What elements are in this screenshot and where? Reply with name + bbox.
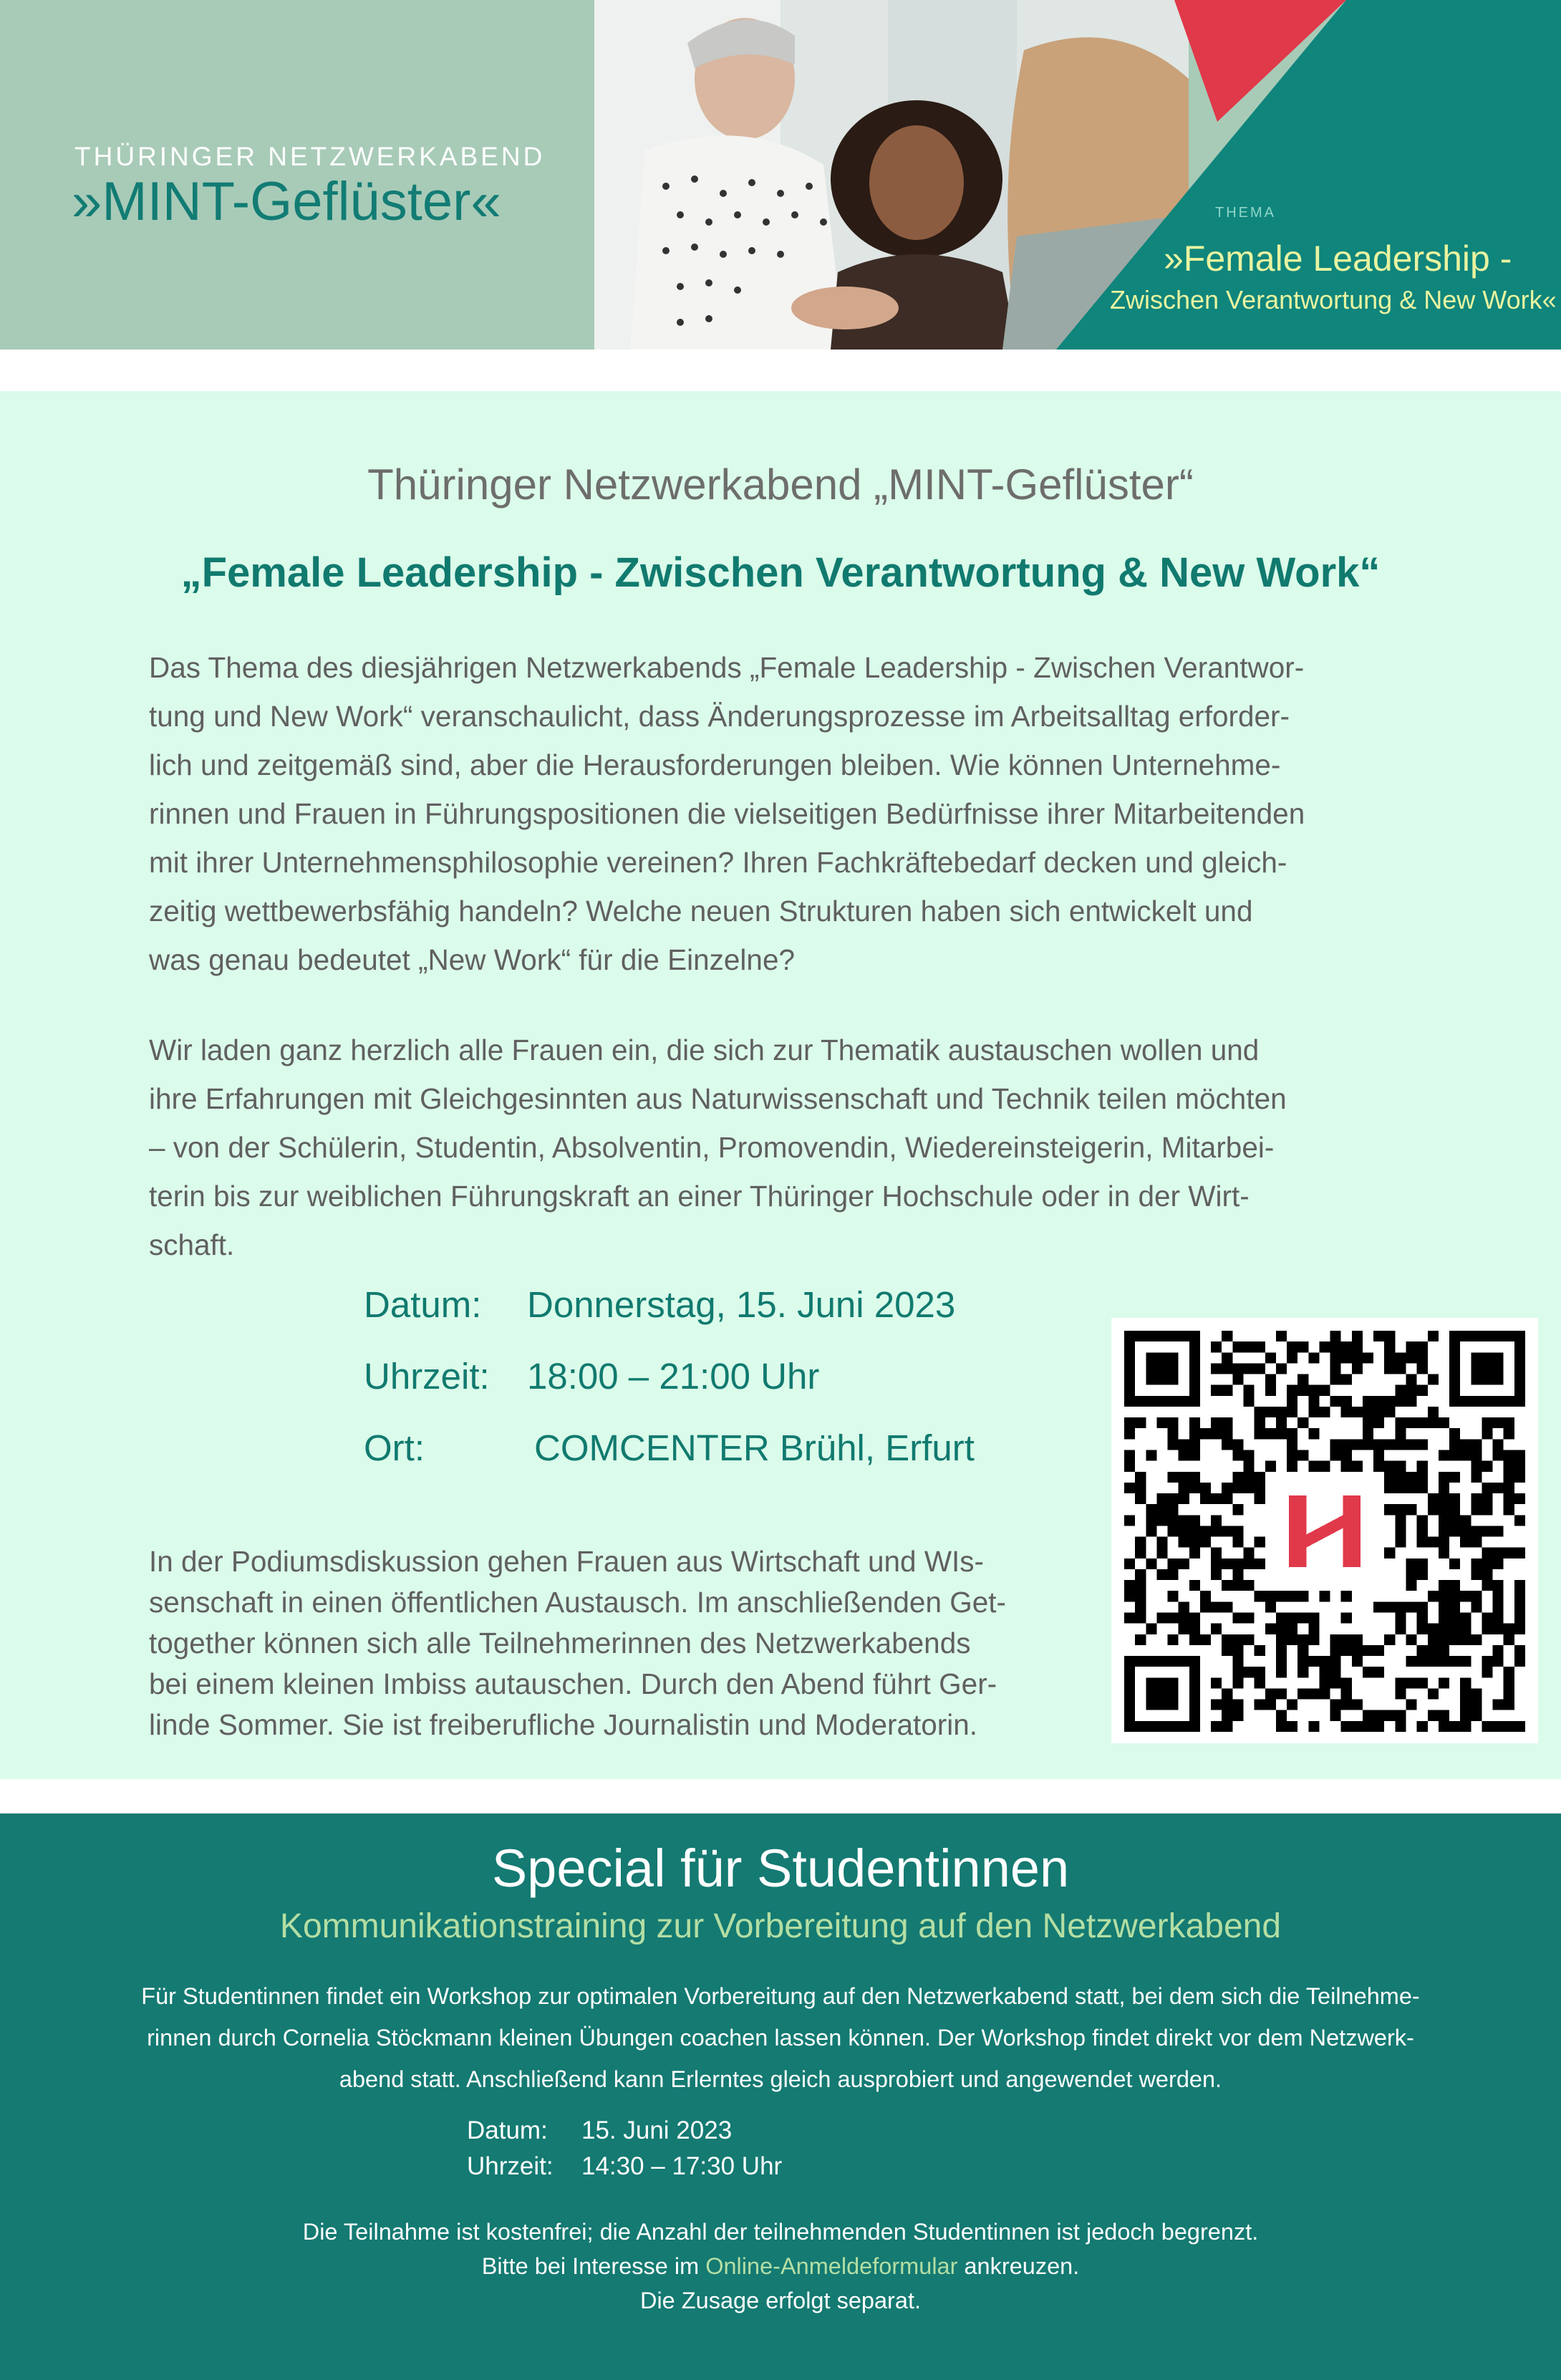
paragraph-line: In der Podiumsdiskussion gehen Frauen aus Wirtschaft und WIs- <box>149 1545 985 1578</box>
workshop-time-value: 14:30 – 17:30 Uhr <box>581 2152 783 2180</box>
special-title: Special für Studentinnen <box>491 1839 1070 1898</box>
paragraph-line: senschaft in einen öffentlichen Austausch. Im anschließenden Get- <box>149 1586 1006 1619</box>
paragraph-line: schaft. <box>149 1228 235 1261</box>
paragraph-line: Das Thema des diesjährigen Netzwerkabends „Female Leadership - Zwischen Verantwor- <box>149 651 1305 684</box>
registration-note-after: ankreuzen. <box>957 2253 1080 2279</box>
invitation-paragraph <box>149 1026 1431 1269</box>
main-content-panel <box>0 391 1561 1779</box>
podium-paragraph <box>149 1541 1080 1745</box>
banner-kicker: THÜRINGER NETZWERKABEND <box>74 142 546 171</box>
event-place-value: COMCENTER Brühl, Erfurt <box>534 1427 975 1468</box>
paragraph-line: ihre Erfahrungen mit Gleichgesinnten aus Naturwissenschaft und Technik teilen möchten <box>149 1082 1287 1115</box>
confirmation-note: Die Zusage erfolgt separat. <box>639 2288 921 2313</box>
event-date-label: Datum: <box>364 1284 482 1325</box>
event-date-row <box>364 1283 956 1326</box>
participation-note: Die Teilnahme ist kostenfrei; die Anzahl der teilnehmenden Studentinnen ist jedoch begrenzt. <box>302 2219 1259 2245</box>
paragraph-line: Für Studentinnen findet ein Workshop zur optimalen Vorbereitung auf den Netzwerkabend statt, bei dem sich die Teilnehme- <box>141 1983 1420 2009</box>
special-subtitle: Kommunikationstraining zur Vorbereitung auf den Netzwerkabend <box>279 1907 1282 1945</box>
paragraph-line: tung und New Work“ veranschaulicht, dass Änderungsprozesse im Arbeitsalltag erforder- <box>149 700 1290 733</box>
special-paragraph <box>29 1975 1532 2100</box>
paragraph-line: bei einem kleinen Imbiss autauschen. Durch den Abend führt Ger- <box>149 1667 997 1700</box>
event-place-label: Ort: <box>364 1427 425 1468</box>
paragraph-line: rinnen und Frauen in Führungspositionen die vielseitigen Bedürfnisse ihrer Mitarbeitenden <box>149 797 1305 830</box>
event-date-value: Donnerstag, 15. Juni 2023 <box>527 1284 956 1325</box>
workshop-time-label: Uhrzeit: <box>467 2152 554 2180</box>
header-banner <box>0 0 1561 350</box>
banner-title: »MINT-Geflüster« <box>72 171 501 232</box>
online-registration-link[interactable]: Online-Anmeldeformular <box>705 2253 958 2279</box>
paragraph-line: – von der Schülerin, Studentin, Absolventin, Promovendin, Wiedereinsteigerin, Mitarbei- <box>149 1131 1275 1164</box>
event-time-label: Uhrzeit: <box>364 1356 490 1397</box>
event-time-row <box>364 1355 820 1397</box>
page-title: Thüringer Netzwerkabend „MINT-Geflüster“ <box>367 461 1194 509</box>
registration-note-before: Bitte bei Interesse im <box>481 2253 706 2279</box>
paragraph-line: mit ihrer Unternehmensphilosophie vereinen? Ihren Fachkräftebedarf decken und gleich- <box>149 846 1287 879</box>
qr-code-image <box>1124 1331 1525 1732</box>
thema-label: THEMA <box>1215 205 1276 221</box>
paragraph-line: was genau bedeutet „New Work“ für die Einzelne? <box>149 943 795 976</box>
workshop-date-label: Datum: <box>467 2116 548 2144</box>
paragraph-line: abend statt. Anschließend kann Erlerntes gleich ausprobiert und angewendet werden. <box>339 2066 1222 2092</box>
paragraph-line: together können sich alle Teilnehmerinnen des Netzwerkabends <box>149 1627 971 1659</box>
paragraph-line: terin bis zur weiblichen Führungskraft an einer Thüringer Hochschule oder in der Wirt- <box>149 1180 1250 1213</box>
workshop-date-value: 15. Juni 2023 <box>581 2116 733 2144</box>
registration-qr-code[interactable] <box>1111 1318 1538 1743</box>
page-subtitle: „Female Leadership - Zwischen Verantwortung & New Work“ <box>180 549 1381 596</box>
thema-title-line2: Zwischen Verantwortung & New Work« <box>1110 285 1557 314</box>
paragraph-line: linde Sommer. Sie ist freiberufliche Journalistin und Moderatorin. <box>149 1708 978 1741</box>
event-place-row <box>364 1427 975 1469</box>
registration-note <box>0 2253 1561 2280</box>
thema-title-line1: »Female Leadership - <box>1164 239 1512 279</box>
paragraph-line: Wir laden ganz herzlich alle Frauen ein, die sich zur Thematik austauschen wollen und <box>149 1034 1260 1066</box>
qr-logo-mark <box>1289 1495 1306 1567</box>
intro-paragraph <box>149 643 1431 984</box>
paragraph-line: lich und zeitgemäß sind, aber die Herausforderungen bleiben. Wie können Unternehme- <box>149 748 1281 781</box>
paragraph-line: rinnen durch Cornelia Stöckmann kleinen Übungen coachen lassen können. Der Workshop findet direkt vor dem Netzwerk- <box>147 2025 1414 2051</box>
event-time-value: 18:00 – 21:00 Uhr <box>527 1356 820 1397</box>
paragraph-line: zeitig wettbewerbsfähig handeln? Welche neuen Strukturen haben sich entwickelt und <box>149 895 1253 928</box>
